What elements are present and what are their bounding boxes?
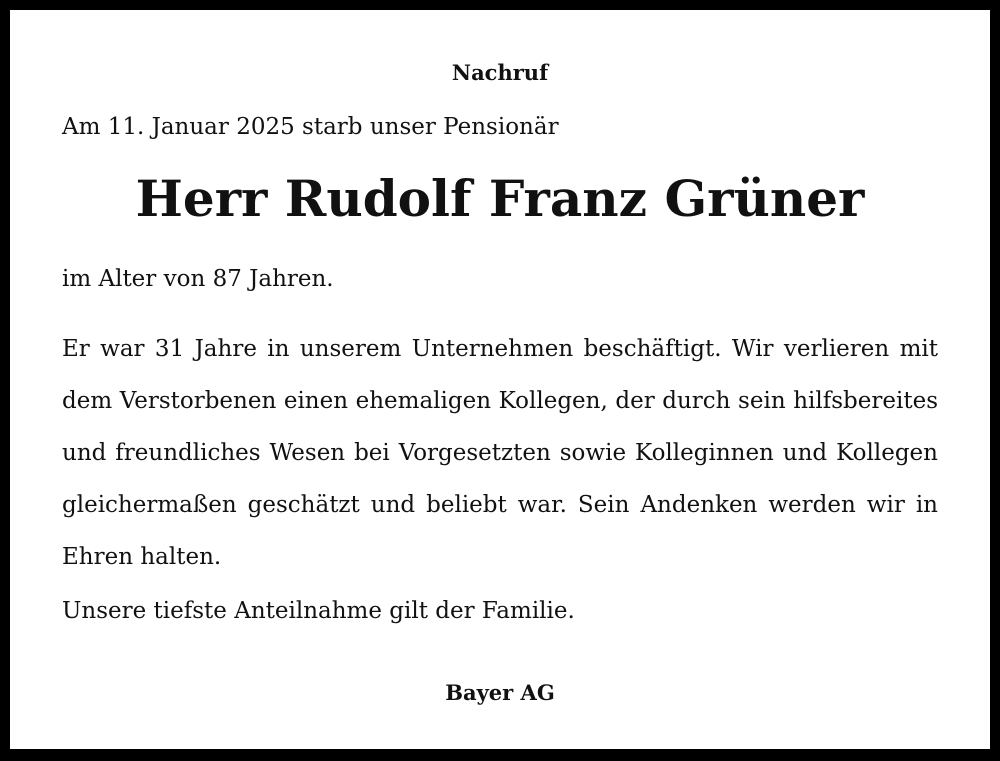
notice-heading: Nachruf: [451, 60, 549, 85]
deceased-name: Herr Rudolf Franz Grüner: [135, 169, 865, 228]
company-signature: Bayer AG: [445, 680, 555, 705]
age-line: im Alter von 87 Jahren.: [62, 266, 334, 292]
closing-line: Unsere tiefste Anteilnahme gilt der Familie.: [62, 598, 575, 624]
body-paragraph: Er war 31 Jahre in unserem Unternehmen beschäftigt. Wir verlieren mit dem Verstorbenen einen ehemaligen Kollegen, der durch sein hilfsbereites und freundliches Wesen bei Vorgesetzten sowie Kolleginnen und Kollegen gleichermaßen geschätzt und beliebt war. Sein Andenken werden wir in Ehren halten.: [62, 336, 938, 570]
obituary-notice: [10, 10, 990, 749]
intro-line: Am 11. Januar 2025 starb unser Pensionär: [62, 114, 559, 140]
